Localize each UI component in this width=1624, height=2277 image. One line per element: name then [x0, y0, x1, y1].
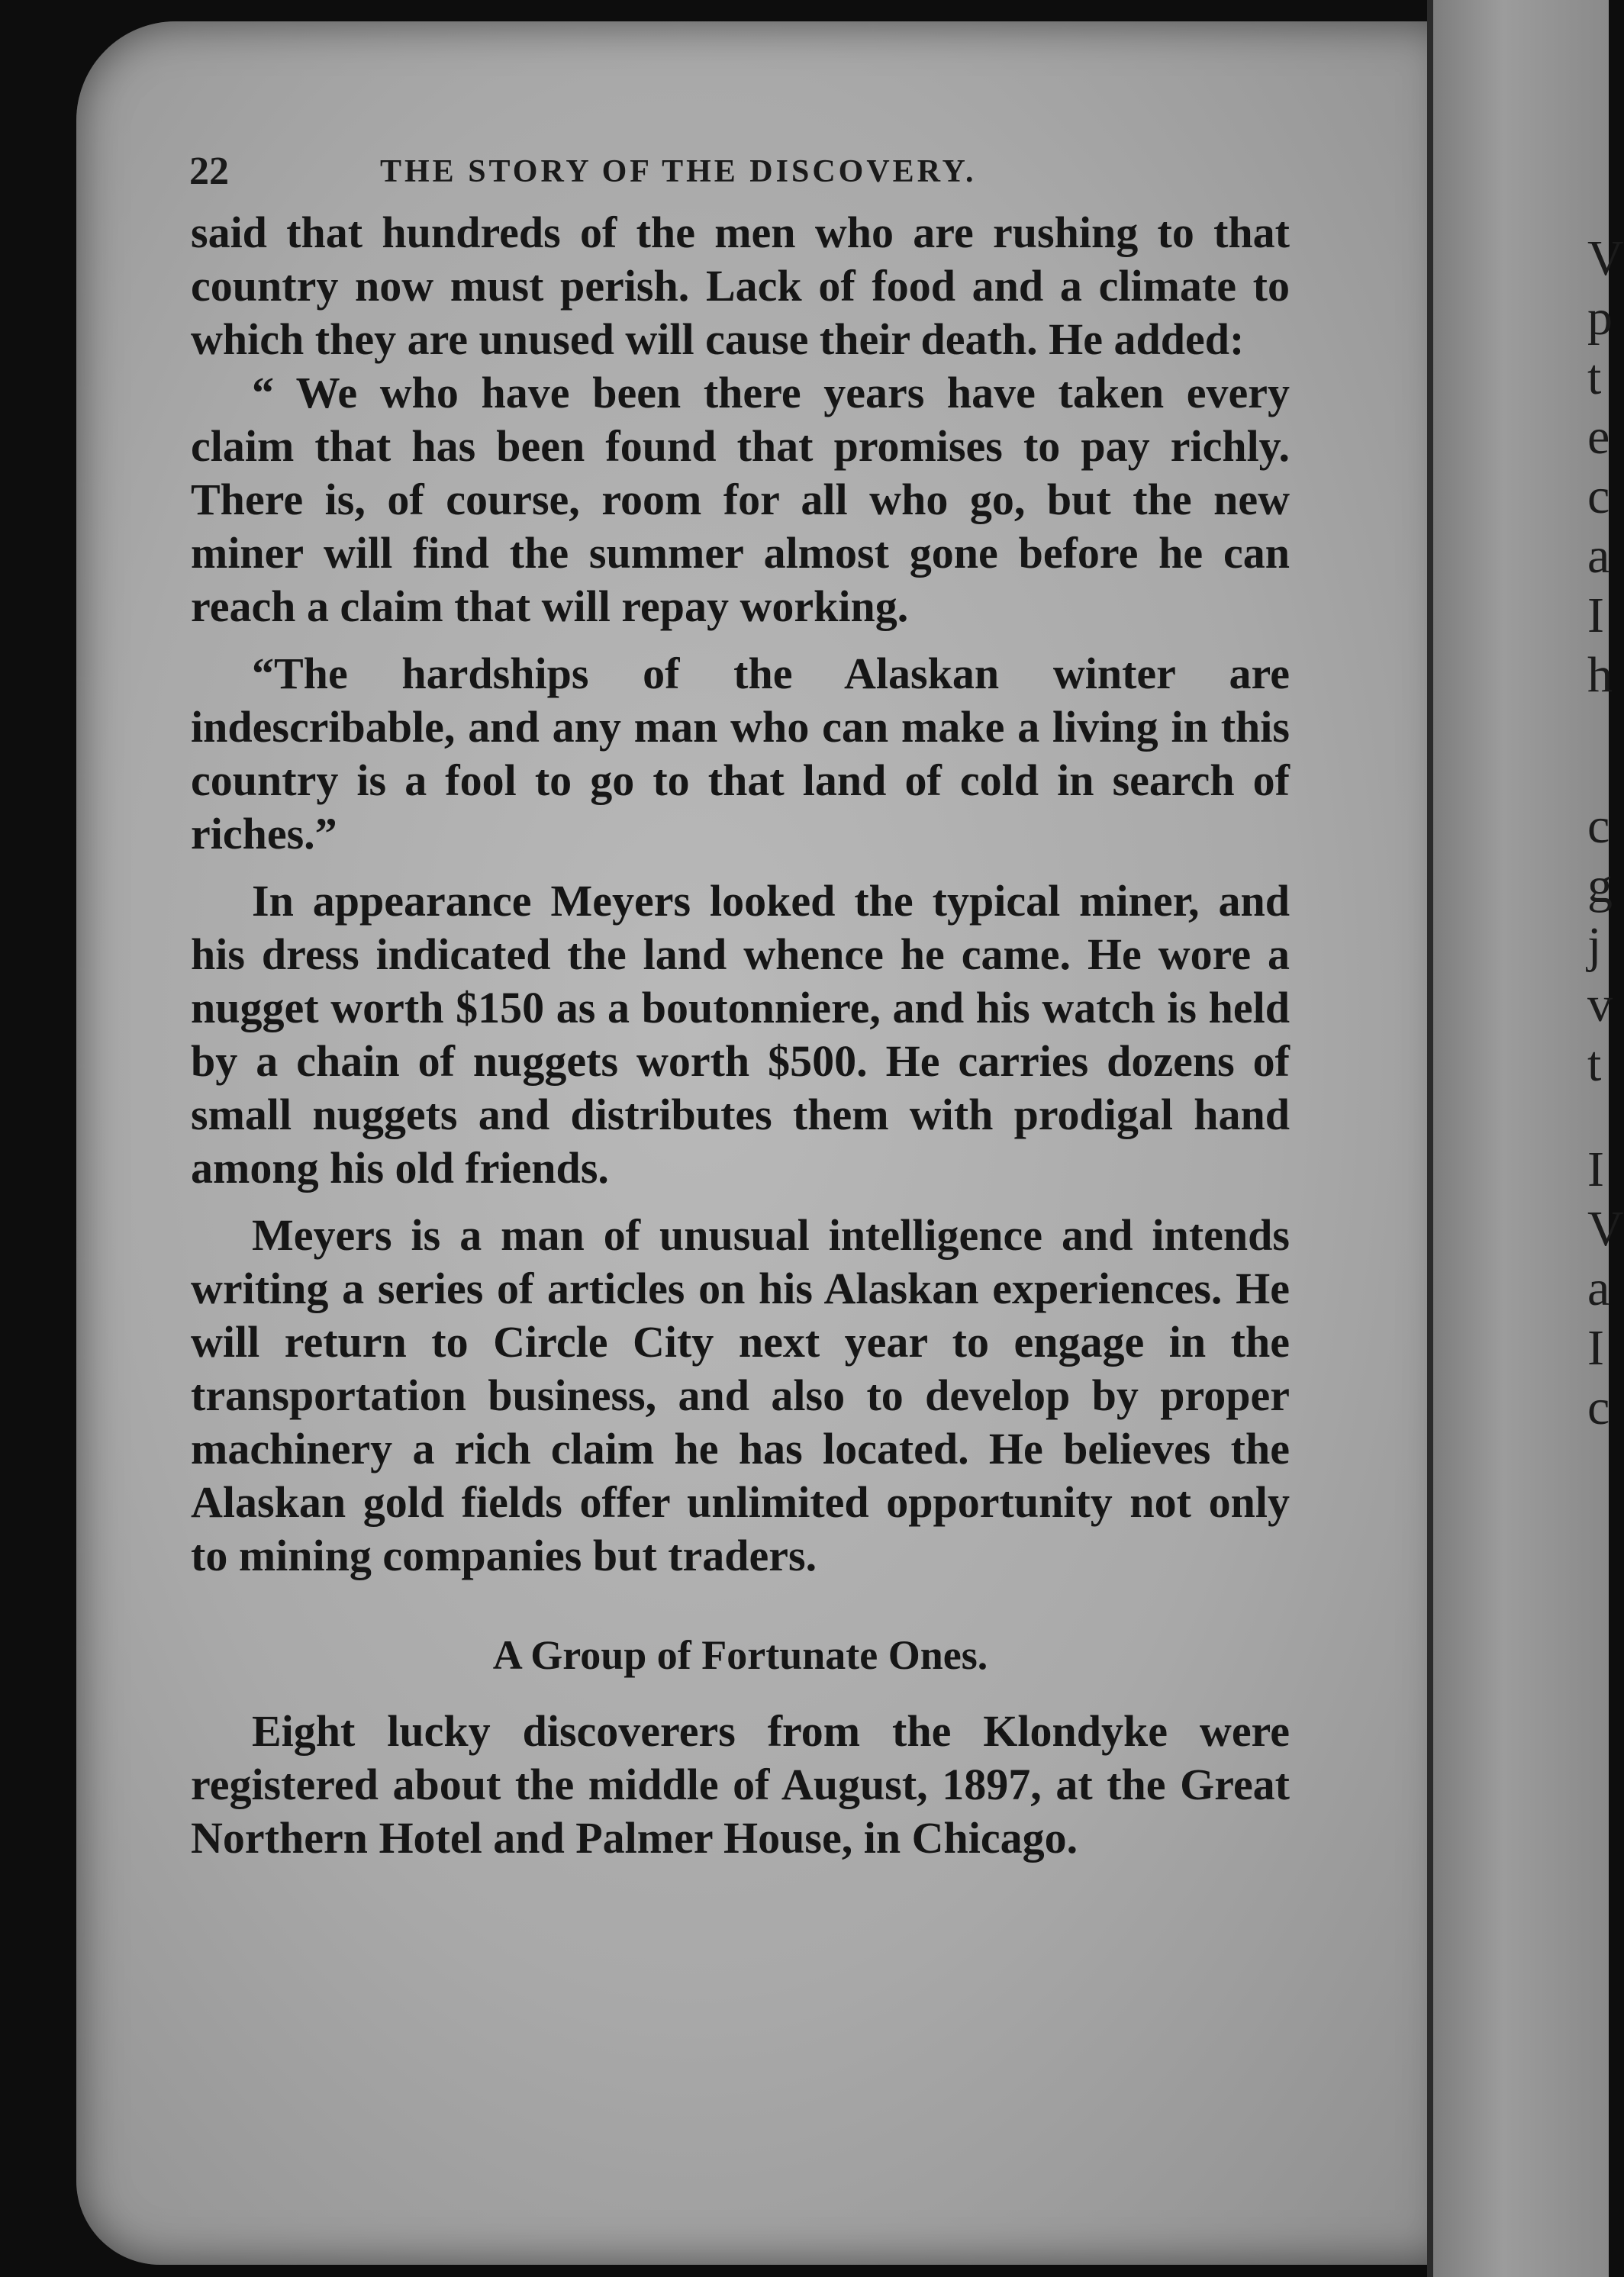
- facing-letter: c: [1587, 469, 1610, 524]
- facing-letter: t: [1587, 1036, 1602, 1092]
- facing-letter: a: [1587, 1261, 1610, 1316]
- paragraph: said that hundreds of the men who are rushing to that country now must perish. Lack of food and a climate to which they are unused will cause their death. He added:: [191, 208, 1290, 364]
- facing-letter: v: [1587, 977, 1613, 1032]
- section-heading: A Group of Fortunate Ones.: [492, 1632, 988, 1678]
- facing-letter: V: [1587, 230, 1624, 286]
- facing-page-letters: [1587, 229, 1624, 1438]
- facing-letter: e: [1587, 409, 1610, 465]
- facing-letter: I: [1587, 588, 1604, 643]
- page-number: 22: [189, 150, 229, 193]
- facing-letter: h: [1587, 647, 1613, 703]
- facing-letter: I: [1587, 1142, 1604, 1197]
- paragraph: Eight lucky discoverers from the Klondyke were registered about the middle of August, 1897, at the Great Northern Hotel and Palmer House, in Chicago.: [191, 1706, 1290, 1863]
- paragraph: Meyers is a man of unusual intelligence and intends writing a series of articles on his Alaskan experiences. He will return to Circle City next year to engage in the transportation business, and also to develop by proper machinery a rich claim he has located. He believes the Alaskan gold fields offer unlimited opportunity not only to mining companies but traders.: [191, 1210, 1290, 1580]
- facing-letter: V: [1587, 1201, 1624, 1257]
- paragraph: “The hardships of the Alaskan winter are indescribable, and any man who can make a living in this country is a fool to go to that land of cold in search of riches.”: [191, 649, 1290, 858]
- facing-letter: a: [1587, 528, 1610, 584]
- body-text: [191, 206, 1290, 1865]
- facing-letter: j: [1587, 917, 1602, 973]
- paragraph: “ We who have been there years have taken every claim that has been found that promises to pay richly. There is, of course, room for all who go, but the new miner will find the summer almost gone before he can reach a claim that will repay working.: [191, 368, 1290, 631]
- facing-letter: c: [1587, 1380, 1610, 1435]
- running-title: THE STORY OF THE DISCOVERY.: [380, 154, 977, 189]
- paragraph: In appearance Meyers looked the typical miner, and his dress indicated the land whence he came. He wore a nugget worth $150 as a boutonniere, and his watch is held by a chain of nuggets worth $500. He carries dozens of small nuggets and distributes them with prodigal hand among his old friends.: [191, 876, 1290, 1193]
- facing-letter: p: [1587, 290, 1613, 346]
- running-head: [189, 149, 1296, 210]
- facing-letter: c: [1587, 798, 1610, 854]
- facing-page: [1433, 0, 1624, 2277]
- facing-letter: I: [1587, 1320, 1604, 1376]
- book-gutter: [1427, 0, 1433, 2277]
- facing-letter: t: [1587, 349, 1602, 405]
- facing-letter: g: [1587, 858, 1613, 913]
